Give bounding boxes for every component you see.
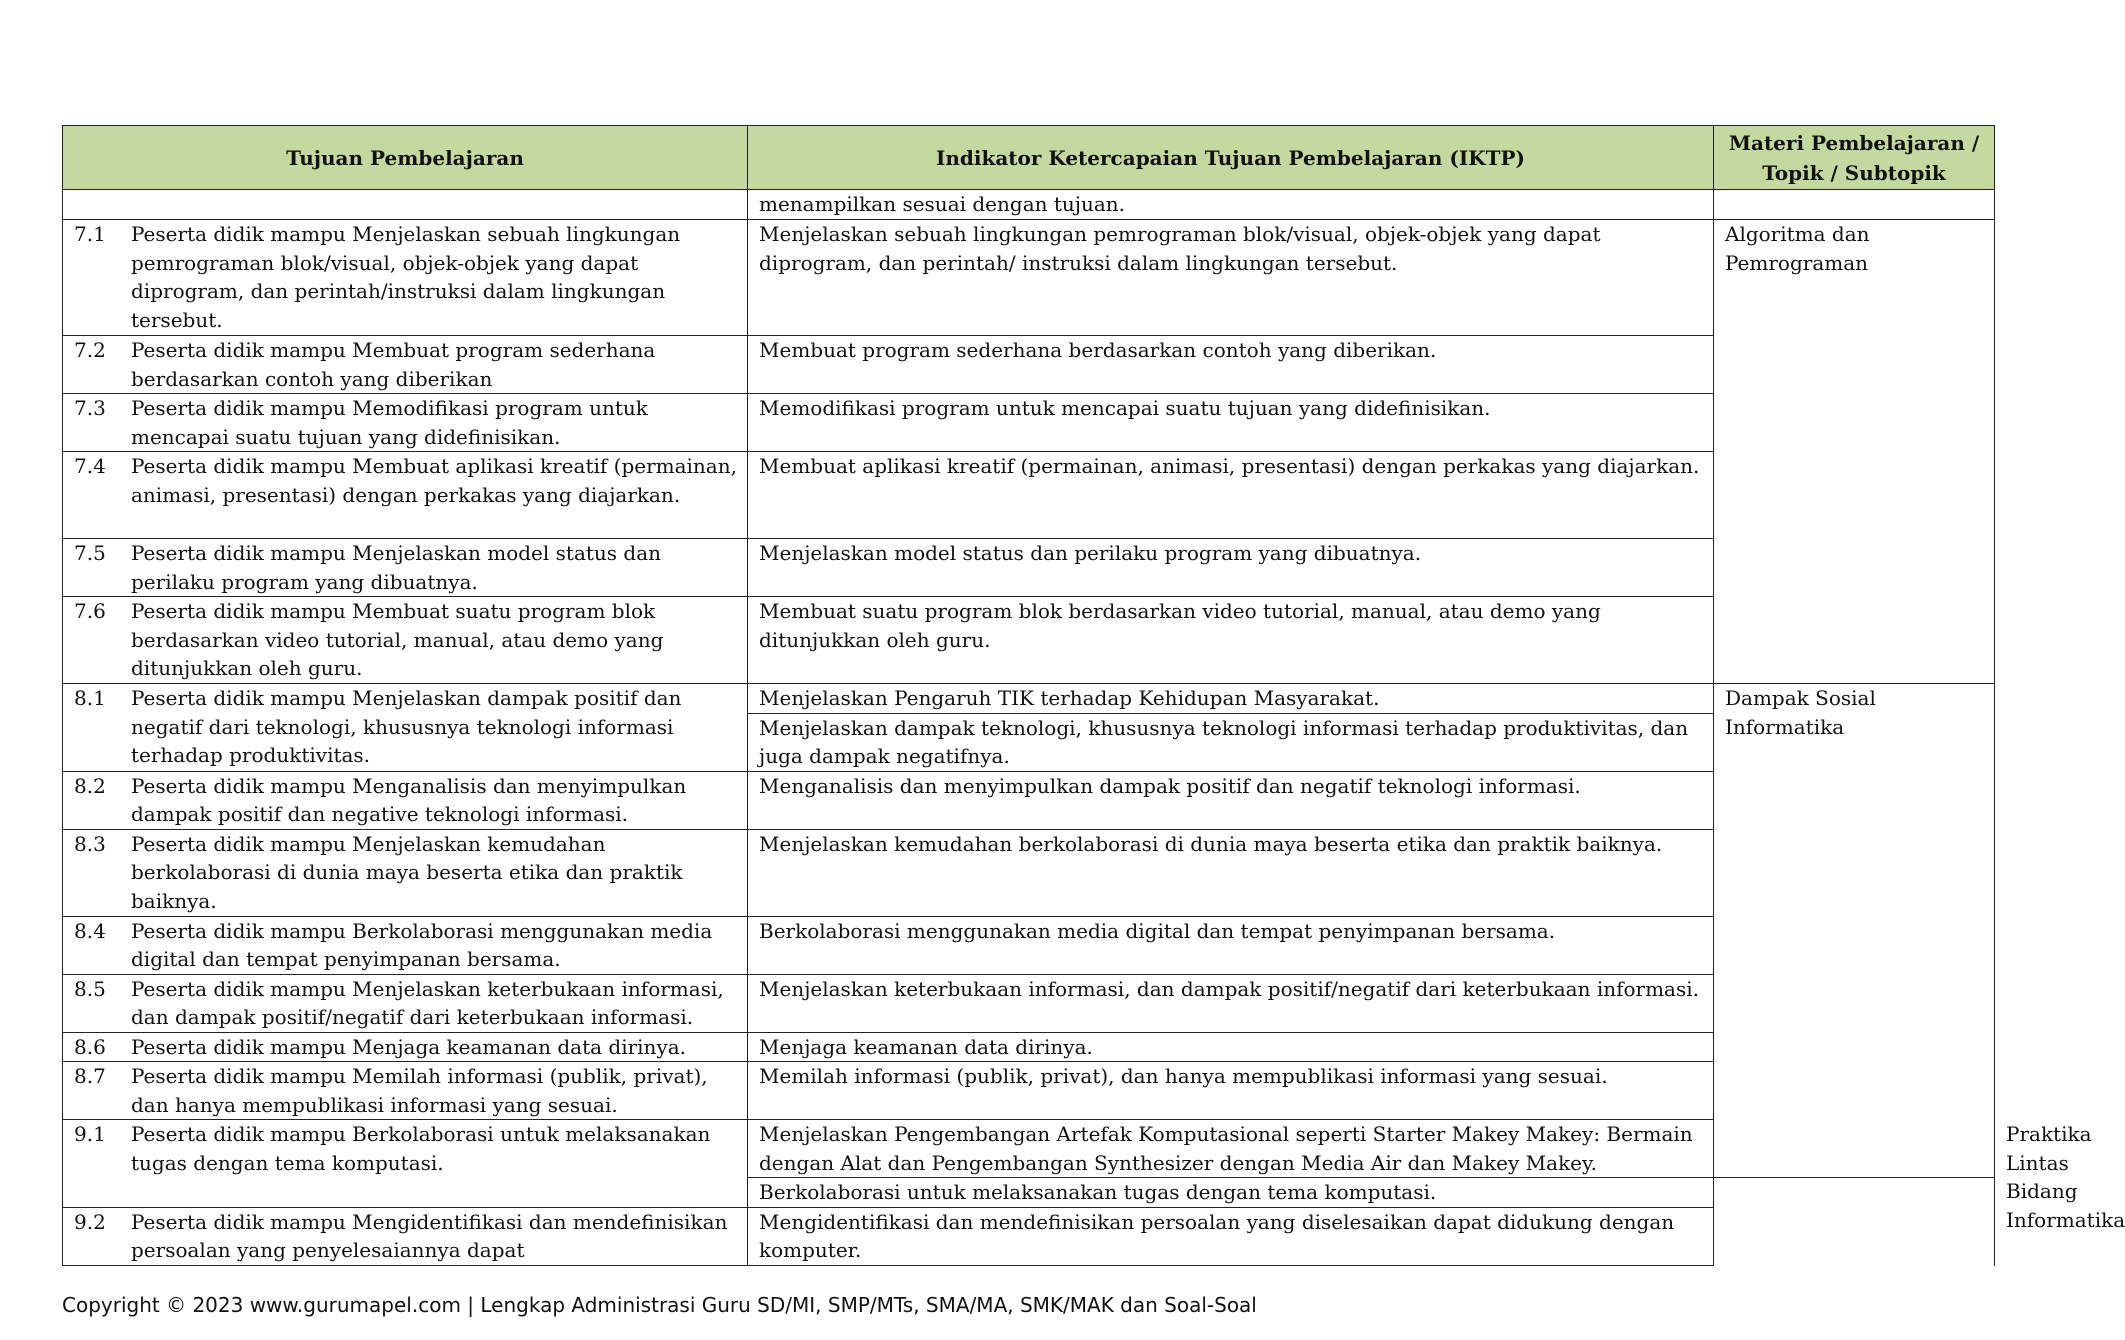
tp-cell-empty (63, 190, 748, 220)
tp-cell (63, 829, 748, 916)
header-tujuan-pembelajaran: Tujuan Pembelajaran (63, 126, 748, 190)
materi-cell: Dampak Sosial Informatika (1714, 684, 1995, 1178)
learning-objectives-table (62, 125, 2125, 1266)
tp-cell (63, 1207, 748, 1265)
table-row (63, 336, 1995, 394)
tp-cell (63, 1032, 748, 1062)
iktp-cell: Menjaga keamanan data dirinya. (748, 1032, 1714, 1062)
table-row (63, 597, 1995, 684)
table-row (63, 1207, 1995, 1265)
table-row (63, 220, 1995, 336)
tp-cell (63, 452, 748, 539)
iktp-cell: Menjelaskan kemudahan berkolaborasi di dunia maya beserta etika dan praktik baiknya. (748, 829, 1714, 916)
tp-cell (63, 771, 748, 829)
iktp-cell: Membuat suatu program blok berdasarkan video tutorial, manual, atau demo yang ditunjukkan oleh guru. (748, 597, 1714, 684)
tp-number: 7.3 (74, 396, 106, 420)
table-row: 9.1 Peserta didik mampu Berkolaborasi untuk melaksanakan tugas dengan tema komputasi. Menjelaskan Pengembangan Artefak Komputasional seperti Starter Makey Makey: Bermain dengan Alat dan Pengembangan Synthesizer dengan Media Air dan Makey Makey. Praktika Lintas Bidang Informatika (63, 1120, 1995, 1178)
iktp-cell: Menjelaskan dampak teknologi, khususnya teknologi informasi terhadap produktivitas, dan juga dampak negatifnya. (748, 713, 1714, 771)
tp-text: Peserta didik mampu Mengidentifikasi dan mendefinisikan persoalan yang penyelesaiannya dapat (131, 1209, 728, 1262)
tp-cell (63, 1062, 748, 1120)
iktp-cell: Menjelaskan sebuah lingkungan pemrograman blok/visual, objek-objek yang dapat diprogram, dan perintah/ instruksi dalam lingkungan tersebut. (748, 220, 1714, 336)
tp-cell (63, 916, 748, 974)
tp-cell (63, 394, 748, 452)
tp-text: Peserta didik mampu Berkolaborasi untuk melaksanakan tugas dengan tema komputasi. (131, 1122, 711, 1175)
iktp-cell: Menjelaskan Pengembangan Artefak Komputasional seperti Starter Makey Makey: Bermain dengan Alat dan Pengembangan Synthesizer dengan Media Air dan Makey Makey. (748, 1120, 1714, 1178)
iktp-cell: Menjelaskan model status dan perilaku program yang dibuatnya. (748, 539, 1714, 597)
tp-text: Peserta didik mampu Memilah informasi (publik, privat), dan hanya mempublikasi informasi yang sesuai. (131, 1064, 708, 1117)
iktp-cell: Menganalisis dan menyimpulkan dampak positif dan negatif teknologi informasi. (748, 771, 1714, 829)
table-row (63, 684, 1995, 714)
tp-number: 9.2 (74, 1209, 106, 1234)
tp-text: Peserta didik mampu Menjelaskan sebuah lingkungan pemrograman blok/visual, objek-objek yang dapat diprogram, dan perintah/instruksi dalam lingkungan tersebut. (131, 222, 681, 332)
tp-number: 8.6 (74, 1034, 106, 1059)
tp-number: 8.5 (74, 976, 106, 1001)
tp-cell (63, 597, 748, 684)
iktp-cell: menampilkan sesuai dengan tujuan. (748, 190, 1714, 220)
materi-cell: Algoritma dan Pemrograman (1714, 220, 1995, 684)
tp-number: 8.3 (74, 831, 106, 856)
tp-text: Peserta didik mampu Membuat program sederhana berdasarkan contoh yang diberikan (131, 338, 656, 391)
tp-text: Peserta didik mampu Membuat aplikasi kreatif (permainan, animasi, presentasi) dengan perkakas yang diajarkan. (131, 454, 737, 507)
tp-cell (63, 220, 748, 336)
tp-text: Peserta didik mampu Menjelaskan kemudahan berkolaborasi di dunia maya beserta etika dan praktik baiknya. (131, 831, 683, 913)
tp-number: 8.2 (74, 773, 106, 798)
tp-text: Peserta didik mampu Menganalisis dan menyimpulkan dampak positif dan negative teknologi informasi. (131, 773, 687, 826)
copyright-footer: Copyright © 2023 www.gurumapel.com | Lengkap Administrasi Guru SD/MI, SMP/MTs, SMA/MA, SMK/MAK dan Soal-Soal (62, 1293, 1257, 1317)
tp-cell (63, 1120, 748, 1208)
tp-number: 7.2 (74, 338, 106, 362)
table-row (63, 452, 1995, 539)
table-row (63, 829, 1995, 916)
tp-number: 9.1 (74, 1122, 106, 1146)
table-row (63, 394, 1995, 452)
header-materi: Materi Pembelajaran / Topik / Subtopik (1714, 126, 1995, 190)
table-row (63, 974, 1995, 1032)
table-row (63, 916, 1995, 974)
iktp-cell: Memodifikasi program untuk mencapai suatu tujuan yang didefinisikan. (748, 394, 1714, 452)
tp-text: Peserta didik mampu Menjelaskan keterbukaan informasi, dan dampak positif/negatif dari keterbukaan informasi. (131, 976, 724, 1029)
tp-number: 8.1 (74, 686, 106, 710)
table-row-continuation (63, 190, 1995, 220)
tp-cell (63, 684, 748, 772)
iktp-cell: Menjelaskan Pengaruh TIK terhadap Kehidupan Masyarakat. (748, 684, 1714, 714)
table-header-row (63, 126, 1995, 190)
tp-text: Peserta didik mampu Memodifikasi program untuk mencapai suatu tujuan yang didefinisikan. (131, 396, 648, 449)
iktp-cell: Menjelaskan keterbukaan informasi, dan dampak positif/negatif dari keterbukaan informasi. (748, 974, 1714, 1032)
tp-number: 8.7 (74, 1064, 106, 1088)
materi-cell-empty (1714, 190, 1995, 220)
tp-number: 8.4 (74, 918, 106, 943)
tp-number: 7.5 (74, 541, 106, 565)
table-row (63, 539, 1995, 597)
table-row (63, 771, 1995, 829)
tp-number: 7.4 (74, 454, 106, 478)
iktp-cell: Berkolaborasi menggunakan media digital dan tempat penyimpanan bersama. (748, 916, 1714, 974)
tp-text: Peserta didik mampu Membuat suatu program blok berdasarkan video tutorial, manual, atau demo yang ditunjukkan oleh guru. (131, 599, 664, 680)
iktp-cell: Membuat program sederhana berdasarkan contoh yang diberikan. (748, 336, 1714, 394)
table-row (63, 1032, 1995, 1062)
tp-text: Peserta didik mampu Berkolaborasi menggunakan media digital dan tempat penyimpanan bersama. (131, 918, 713, 971)
tp-number: 7.6 (74, 599, 106, 623)
iktp-cell: Mengidentifikasi dan mendefinisikan persoalan yang diselesaikan dapat didukung dengan komputer. (748, 1207, 1714, 1265)
tp-text: Peserta didik mampu Menjaga keamanan data dirinya. (131, 1034, 687, 1059)
iktp-cell: Membuat aplikasi kreatif (permainan, animasi, presentasi) dengan perkakas yang diajarkan. (748, 452, 1714, 539)
tp-text: Peserta didik mampu Menjelaskan dampak positif dan negatif dari teknologi, khususnya teknologi informasi terhadap produktivitas. (131, 686, 682, 767)
tp-number: 7.1 (74, 222, 106, 246)
tp-cell (63, 974, 748, 1032)
iktp-cell: Berkolaborasi untuk melaksanakan tugas dengan tema komputasi. (748, 1178, 1714, 1208)
header-iktp: Indikator Ketercapaian Tujuan Pembelajaran (IKTP) (748, 126, 1714, 190)
iktp-cell: Memilah informasi (publik, privat), dan hanya mempublikasi informasi yang sesuai. (748, 1062, 1714, 1120)
tp-text: Peserta didik mampu Menjelaskan model status dan perilaku program yang dibuatnya. (131, 541, 662, 594)
tp-cell (63, 336, 748, 394)
table-row (63, 1062, 1995, 1120)
tp-cell (63, 539, 748, 597)
